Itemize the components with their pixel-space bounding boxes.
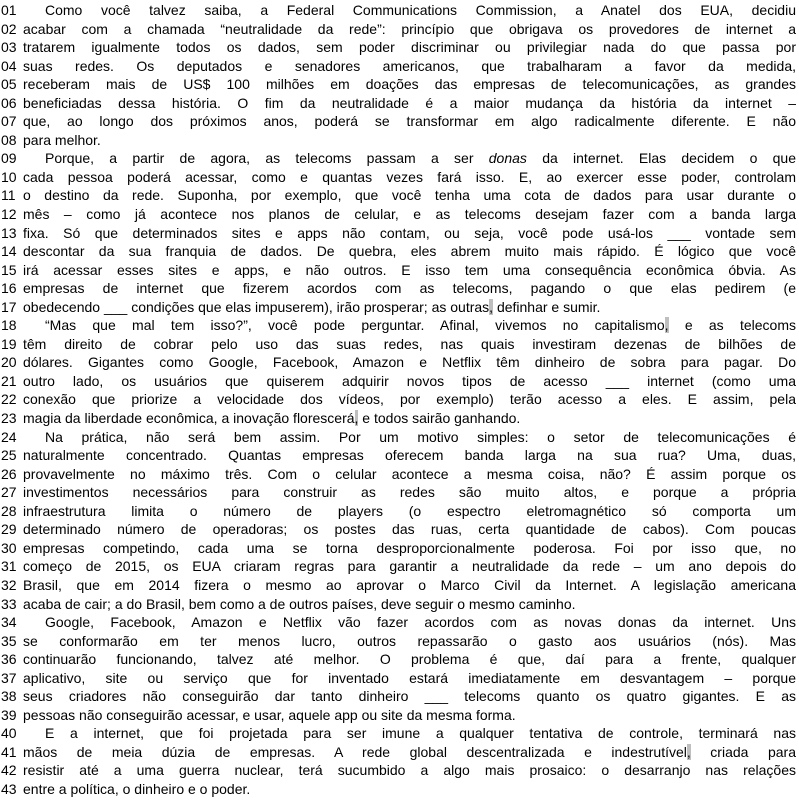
line-number: 11	[1, 187, 16, 204]
text-segment: Porque, a partir de agora, as telecoms passam a ser	[45, 150, 489, 167]
line-number: 34	[1, 614, 17, 631]
italic-text: donas	[488, 150, 527, 167]
line-text	[23, 205, 796, 224]
text-line	[1, 576, 796, 595]
line-number: 10	[1, 168, 17, 185]
line-text	[23, 131, 796, 150]
line-number: 42	[1, 762, 17, 779]
text-line	[1, 1, 796, 20]
text-segment: “Mas que mal tem isso?”, você pode perguntar. Afinal, vivemos no capitalismo	[45, 317, 665, 334]
document-lines	[1, 1, 796, 799]
text-segment: que, ao longo dos próximos anos, poderá se transformar em algo radicalmente diferente. E não	[23, 113, 796, 130]
line-number: 36	[1, 651, 17, 668]
line-number: 40	[1, 725, 17, 742]
text-segment: empresas de internet que fizerem acordos com as telecoms, pagando o que elas pedirem (e	[23, 280, 796, 297]
line-number: 02	[1, 20, 17, 37]
text-segment: investimentos necessários para construir as redes são muito altos, e porque a própria	[23, 484, 796, 501]
line-text	[23, 539, 796, 558]
text-line	[1, 298, 796, 317]
line-text	[23, 520, 796, 539]
line-number: 32	[1, 576, 17, 593]
line-text	[23, 112, 796, 131]
line-number: 18	[1, 317, 17, 334]
text-segment: o destino da rede. Suponha, por exemplo, que você tenha uma cota de dados para usar durante o	[23, 187, 796, 204]
line-number: 05	[1, 76, 17, 93]
text-line	[1, 595, 796, 614]
line-text	[23, 502, 796, 521]
line-text	[23, 316, 796, 335]
text-line	[1, 242, 796, 261]
text-segment: entre a política, o dinheiro e o poder.	[23, 780, 251, 797]
text-segment: provavelmente no máximo três. Com o celular acontece a mesma coisa, não? É assim porque os	[23, 465, 796, 482]
line-number: 01	[1, 2, 17, 18]
line-text	[23, 632, 796, 651]
line-text	[23, 428, 796, 447]
line-text	[23, 242, 796, 261]
line-number: 06	[1, 94, 17, 111]
line-text	[23, 595, 796, 614]
line-number: 25	[1, 447, 17, 464]
text-segment: infraestrutura limita o número de players (o espectro eletromagnético só comporta um	[23, 502, 796, 519]
text-segment: descontar da sua franquia de dados. De quebra, eles abrem muito mais rápido. É lógico que você	[23, 243, 796, 260]
text-line	[1, 94, 796, 113]
text-segment: fixa. Só que determinados sites e apps não contam, ou seja, você pode usá-los ___ vontade sem	[23, 224, 796, 241]
line-text	[23, 576, 796, 595]
line-number: 16	[1, 280, 17, 297]
line-number: 35	[1, 632, 17, 649]
line-number: 19	[1, 335, 17, 352]
line-number: 13	[1, 224, 17, 241]
line-number: 24	[1, 428, 17, 445]
text-segment: acabar com a chamada “neutralidade da rede”: princípio que obrigava os provedores de internet a	[23, 20, 796, 37]
line-text	[23, 390, 796, 409]
line-number: 21	[1, 372, 17, 389]
line-number: 26	[1, 465, 17, 482]
line-text	[23, 20, 796, 39]
line-text	[23, 706, 796, 725]
text-segment: resistir até a uma guerra nuclear, terá sucumbido a algo mais prosaico: o desarranjo nas relações	[23, 762, 796, 779]
text-line	[1, 279, 796, 298]
line-text	[23, 557, 796, 576]
text-line	[1, 205, 796, 224]
text-line	[1, 632, 796, 651]
text-segment: da internet. Elas decidem o que	[526, 150, 796, 167]
text-segment: Na prática, não será bem assim. Por um motivo simples: o setor de telecomunicações é	[45, 428, 796, 445]
line-number: 07	[1, 113, 17, 130]
text-line	[1, 502, 796, 521]
text-segment: Google, Facebook, Amazon e Netflix vão fazer acordos com as novas donas da internet. Uns	[45, 614, 796, 631]
text-segment: e as telecoms	[668, 317, 796, 334]
text-segment: E a internet, que foi projetada para ser imune a qualquer tentativa de controle, terminará nas	[45, 725, 796, 742]
text-line	[1, 687, 796, 706]
text-line	[1, 353, 796, 372]
text-line	[1, 706, 796, 725]
text-segment: aplicativo, site ou serviço que for inventado estará imediatamente em desvantagem – porque	[23, 669, 796, 686]
line-number: 39	[1, 706, 17, 723]
text-segment: têm direito de cobrar pelo uso das suas redes, nas quais investiram dezenas de bilhões de	[23, 335, 796, 352]
text-segment: mês – como já acontece nos planos de celular, e as telecoms desejam fazer com a banda larga	[23, 206, 796, 223]
text-segment: para melhor.	[23, 131, 101, 148]
highlighted-comma: ,	[354, 410, 359, 427]
highlighted-comma: ,	[664, 317, 669, 334]
text-segment: cada pessoa poderá acessar, como e quantas vezes fará isso. E, ao exercer esse poder, controlam	[23, 168, 796, 185]
text-segment: Brasil, que em 2014 fizera o mesmo ao aprovar o Marco Civil da Internet. A legislação americana	[23, 576, 796, 593]
text-segment: continuarão funcionando, talvez até melhor. O problema é que, daí para a frente, qualquer	[23, 651, 796, 668]
text-line	[1, 409, 796, 428]
text-segment: acaba de cair; a do Brasil, bem como a de outros países, deve seguir o mesmo caminho.	[23, 595, 576, 612]
line-text	[23, 75, 796, 94]
line-text	[23, 261, 796, 280]
text-line	[1, 372, 796, 391]
line-number: 41	[1, 743, 17, 760]
line-number: 31	[1, 558, 17, 575]
line-number: 17	[1, 298, 17, 315]
line-number: 14	[1, 243, 17, 260]
text-line	[1, 669, 796, 688]
text-segment: obedecendo ___ condições que elas impuserem), irão prosperar; as outras	[23, 298, 490, 315]
text-segment: empresas competindo, cada uma se torna desproporcionalmente poderosa. Foi por isso que, no	[23, 539, 796, 556]
text-line	[1, 539, 796, 558]
text-line	[1, 335, 796, 354]
highlighted-comma: ,	[489, 298, 494, 315]
line-text	[23, 483, 796, 502]
line-text	[23, 186, 796, 205]
text-line	[1, 112, 796, 131]
line-text	[23, 1, 796, 20]
text-line	[1, 650, 796, 669]
line-text	[23, 279, 796, 298]
line-number: 03	[1, 39, 17, 56]
text-line	[1, 38, 796, 57]
line-text	[23, 335, 796, 354]
text-line	[1, 316, 796, 335]
line-number: 33	[1, 595, 17, 612]
text-line	[1, 186, 796, 205]
text-segment: determinado número de operadoras; os postes das ruas, certa quantidade de cabos). Com poucas	[23, 521, 796, 538]
line-number: 15	[1, 261, 17, 278]
text-segment: suas redes. Os deputados e senadores americanos, que trabalharam a favor da medida,	[23, 57, 796, 74]
text-line	[1, 780, 796, 799]
line-number: 43	[1, 780, 17, 797]
line-text	[23, 724, 796, 743]
line-text	[23, 687, 796, 706]
text-segment: naturalmente concentrado. Quantas empresas oferecem banda larga na sua rua? Uma, duas,	[23, 447, 796, 464]
text-segment: pessoas não conseguirão acessar, e usar, aquele app ou site da mesma forma.	[23, 706, 516, 723]
line-number: 38	[1, 688, 17, 705]
line-text	[23, 780, 796, 799]
line-text	[23, 761, 796, 780]
line-text	[23, 743, 796, 762]
text-segment: receberam mais de US$ 100 milhões em doações das empresas de telecomunicações, as grandes	[23, 76, 796, 93]
line-number: 28	[1, 502, 17, 519]
text-line	[1, 149, 796, 168]
line-text	[23, 353, 796, 372]
line-number: 27	[1, 484, 17, 501]
line-number: 22	[1, 391, 17, 408]
line-number: 12	[1, 206, 17, 223]
text-segment: e todos sairão ganhando.	[358, 410, 521, 427]
text-line	[1, 483, 796, 502]
line-number: 23	[1, 410, 17, 427]
line-text	[23, 298, 796, 317]
text-line	[1, 465, 796, 484]
text-segment: irá acessar esses sites e apps, e não outros. E isso tem uma consequência econômica óbvia. As	[23, 261, 796, 278]
line-text	[23, 372, 796, 391]
line-number: 20	[1, 354, 17, 371]
text-line	[1, 224, 796, 243]
text-segment: conexão que priorize a velocidade dos vídeos, por exemplo) terão acesso a eles. E assim, pela	[23, 391, 796, 408]
line-text	[23, 650, 796, 669]
line-number: 04	[1, 57, 17, 74]
text-line	[1, 557, 796, 576]
text-segment: definhar e sumir.	[493, 298, 601, 315]
text-line	[1, 131, 796, 150]
text-segment: seus criadores não conseguirão dar tanto dinheiro ___ telecoms quanto os quatro gigantes. E as	[23, 688, 796, 705]
text-segment: outro lado, os usuários que quiserem adquirir novos tipos de acesso ___ internet (como uma	[23, 372, 796, 389]
text-segment: Como você talvez saiba, a Federal Communications Commission, a Anatel dos EUA, decidiu	[45, 2, 796, 18]
line-number: 08	[1, 131, 17, 148]
text-segment: se conformarão em ter menos lucro, outros repassarão o gasto aos usuários (nós). Mas	[23, 632, 796, 649]
line-text	[23, 149, 796, 168]
text-line	[1, 761, 796, 780]
line-number: 09	[1, 150, 17, 167]
text-line	[1, 390, 796, 409]
line-text	[23, 446, 796, 465]
highlighted-comma: ,	[686, 743, 691, 760]
text-line	[1, 261, 796, 280]
line-text	[23, 409, 796, 428]
text-segment: começo de 2015, os EUA criaram regras para garantir a neutralidade da rede – um ano depois do	[23, 558, 796, 575]
line-text	[23, 57, 796, 76]
text-line	[1, 20, 796, 39]
text-line	[1, 724, 796, 743]
line-text	[23, 669, 796, 688]
text-segment: mãos de meia dúzia de empresas. A rede global descentralizada e indestrutível	[23, 743, 687, 760]
text-segment: magia da liberdade econômica, a inovação florescerá	[23, 410, 355, 427]
text-line	[1, 446, 796, 465]
line-number: 29	[1, 521, 17, 538]
line-number: 30	[1, 539, 17, 556]
line-text	[23, 465, 796, 484]
line-text	[23, 38, 796, 57]
text-line	[1, 168, 796, 187]
line-text	[23, 224, 796, 243]
text-segment: dólares. Gigantes como Google, Facebook, Amazon e Netflix têm dinheiro de sobra para pagar. Do	[23, 354, 796, 371]
text-line	[1, 428, 796, 447]
text-segment: beneficiadas dessa história. O fim da neutralidade é a maior mudança da história da internet –	[23, 94, 796, 111]
text-line	[1, 743, 796, 762]
line-number: 37	[1, 669, 17, 686]
text-line	[1, 75, 796, 94]
text-segment: criada para	[690, 743, 796, 760]
line-text	[23, 168, 796, 187]
line-text	[23, 613, 796, 632]
text-line	[1, 57, 796, 76]
line-text	[23, 94, 796, 113]
text-line	[1, 520, 796, 539]
text-line	[1, 613, 796, 632]
text-segment: tratarem igualmente todos os dados, sem poder discriminar ou privilegiar nada do que passa por	[23, 39, 796, 56]
